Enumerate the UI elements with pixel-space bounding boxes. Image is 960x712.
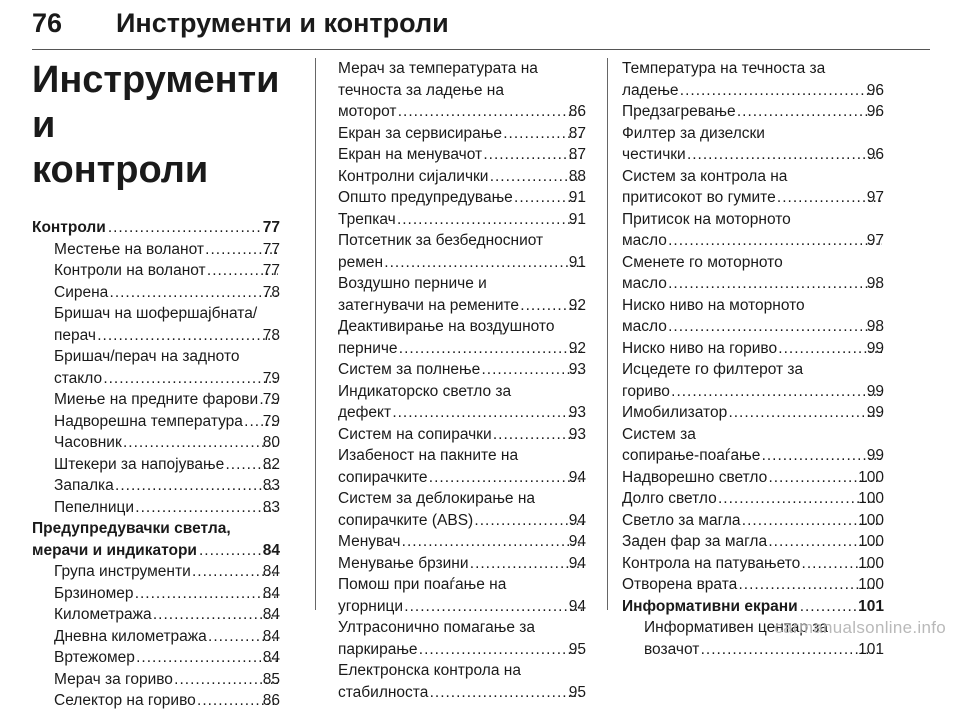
toc-page-number: 100 xyxy=(858,576,884,593)
toc-entry-text: Отворена врата xyxy=(622,576,738,593)
toc-entry[interactable] xyxy=(622,574,884,596)
running-title: Инструменти и контроли xyxy=(116,8,449,38)
toc-entry-text: Дневна километража xyxy=(54,627,207,645)
toc-entry-text: Ултрасонично помагање за xyxy=(338,619,535,636)
toc-entry[interactable] xyxy=(622,467,884,489)
toc-entry[interactable]: Екран на менувачот ..... 87 xyxy=(338,144,586,166)
toc-entry-text: сопирачките (ABS) xyxy=(338,511,474,529)
toc-entry-text: угорници xyxy=(338,597,404,615)
dot-leader xyxy=(398,101,584,123)
toc-entry[interactable] xyxy=(622,553,884,575)
toc-entry-text: дефект xyxy=(338,404,392,421)
toc-entry-text: Километража xyxy=(54,606,152,623)
toc-entry[interactable]: Систем за сопирање-поаѓање ..... 99 xyxy=(622,424,884,467)
dot-leader xyxy=(137,647,278,669)
toc-entry[interactable]: Ниско ниво на моторното масло ..... 98 xyxy=(622,295,884,338)
toc-entry-text: стабилноста xyxy=(338,683,429,701)
toc-page-number: 100 xyxy=(858,490,884,507)
dot-leader xyxy=(402,531,584,553)
toc-entry-text: мерачи и индикатори xyxy=(32,541,197,559)
toc-entry-text: Менувач xyxy=(338,533,401,550)
toc-entry[interactable]: Ултрасонично помагање за паркирање ..... 95 xyxy=(338,617,586,660)
toc-entry-text: Потсетник за безбедносниот xyxy=(338,232,544,249)
toc-entry[interactable]: Местење на воланот ..... 77 xyxy=(32,239,280,261)
toc-entry-text: Екран за сервисирање xyxy=(338,124,503,142)
dot-leader xyxy=(430,682,584,704)
dot-leader xyxy=(393,402,584,424)
toc-entry-text: Систем за полнење xyxy=(338,361,481,378)
toc-entry-text: Контроли xyxy=(32,219,106,236)
dot-leader xyxy=(669,316,882,338)
toc-entry[interactable] xyxy=(622,488,884,510)
dot-leader xyxy=(110,282,278,304)
toc-page-number: 100 xyxy=(858,468,884,486)
toc-entry-text: Надворешна температура xyxy=(54,412,243,430)
dot-leader xyxy=(104,368,278,390)
dot-leader xyxy=(471,553,584,575)
toc-entry[interactable]: Контролни сијалички ..... 88 xyxy=(338,166,586,188)
toc-entry-text: Вртежомер xyxy=(54,649,135,666)
toc-entry-text: Местење на воланот xyxy=(54,240,204,258)
toc-entry[interactable]: Бришач/перач на задното стакло ..... 79 xyxy=(32,346,280,389)
dot-leader xyxy=(800,596,856,618)
toc-entry[interactable]: Вртежомер ..... 84 xyxy=(32,647,280,669)
toc-entry-text: Ниско ниво на моторното xyxy=(622,296,805,314)
toc-entry[interactable]: Притисок на моторното масло ..... 97 xyxy=(622,209,884,252)
toc-entry[interactable]: Систем за деблокирање на сопирачките (ABS) ..... 94 xyxy=(338,488,586,531)
toc-entry-text: Притисок на моторното xyxy=(622,210,791,228)
toc-entry-text: Брзиномер xyxy=(54,584,134,602)
toc-entry-text: Температура на течноста за xyxy=(622,60,826,77)
toc-entry-text: моторот xyxy=(338,103,397,120)
toc-entry-text: течноста за ладење на xyxy=(338,81,504,99)
toc-entry[interactable]: Температура на течноста за ладење ..... 96 xyxy=(622,58,884,101)
toc-entry-text: Контроли на воланот xyxy=(54,262,206,279)
toc-entry[interactable]: Менување брзини ..... 94 xyxy=(338,553,586,575)
dot-leader xyxy=(124,432,278,454)
watermark: carmanualsonline.info xyxy=(774,618,946,637)
toc-entry-text: масло xyxy=(622,318,667,335)
toc-page-number: 100 xyxy=(858,533,884,550)
dot-leader xyxy=(681,80,882,102)
toc-entry[interactable]: Трепкач ..... 91 xyxy=(338,209,586,231)
toc-entry-text: сопирачките xyxy=(338,468,428,486)
toc-entry[interactable]: Сирена ..... 78 xyxy=(32,282,280,304)
dot-leader xyxy=(475,510,584,532)
toc-entry-text: Општо предупредување xyxy=(338,189,513,206)
toc-entry[interactable]: Километража ..... 84 xyxy=(32,604,280,626)
toc-entry-text: Ниско ниво на гориво xyxy=(622,339,778,357)
toc-entry[interactable]: Електронска контрола на стабилноста ..... 95 xyxy=(338,660,586,703)
toc-entry-text: Пепелници xyxy=(54,498,135,516)
toc-page-number: 84 xyxy=(262,541,280,559)
toc-entry-text: ладење xyxy=(622,81,679,99)
toc-page-number: 77 xyxy=(262,219,280,236)
column-divider xyxy=(607,58,608,610)
chapter-title-line: контроли xyxy=(32,149,209,191)
toc-entry[interactable]: Систем за полнење ..... 93 xyxy=(338,359,586,381)
dot-leader xyxy=(135,583,278,605)
toc-entry-text: Екран на менувачот xyxy=(338,146,483,163)
toc-entry-text: Систем за деблокирање на xyxy=(338,490,536,507)
toc-entry[interactable]: Екран за сервисирање ..... 87 xyxy=(338,123,586,145)
toc-entry-text: Систем за контрола на xyxy=(622,167,788,185)
dot-leader xyxy=(688,144,882,166)
toc-entry-text: перниче xyxy=(338,339,398,357)
toc-entry-text: перач xyxy=(54,326,96,344)
toc-entry[interactable]: Имобилизатор ..... 99 xyxy=(622,402,884,424)
toc-entry-text: Запалка xyxy=(54,477,114,494)
toc-entry[interactable]: Изабеност на пакните на сопирачките ..... 94 xyxy=(338,445,586,488)
toc-entry-text: гориво xyxy=(622,382,670,400)
toc-entry-text: Изабеност на пакните на xyxy=(338,447,519,464)
chapter-title xyxy=(32,58,280,193)
toc-entry-text: Сирена xyxy=(54,283,109,301)
toc-entry[interactable]: Мерач за температурата на течноста за ладење на моторот ..... 86 xyxy=(338,58,586,123)
toc-entry-text: Предзагревање xyxy=(622,103,736,120)
toc-entry-text: Миење на предните фарови xyxy=(54,391,259,408)
toc-entry[interactable]: Часовник ..... 80 xyxy=(32,432,280,454)
toc-entry-text: стакло xyxy=(54,369,103,387)
toc-entry-text: Воздушно перниче и xyxy=(338,275,487,292)
toc-entry[interactable]: Општо предупредување ..... 91 xyxy=(338,187,586,209)
dot-leader xyxy=(400,338,584,360)
toc-column-3 xyxy=(622,58,884,660)
toc-entry-text: Сменете го моторното xyxy=(622,253,783,271)
toc-entry-text: Електронска контрола на xyxy=(338,662,521,679)
toc-entry[interactable]: Дневна километража ..... 84 xyxy=(32,626,280,648)
toc-entry[interactable]: Систем за контрола на притисокот во гумите ..... 97 xyxy=(622,166,884,209)
toc-entry-text: возачот xyxy=(644,640,700,658)
dot-leader xyxy=(738,101,882,123)
toc-entry[interactable]: Селектор на гориво ..... 86 xyxy=(32,690,280,712)
toc-entry[interactable]: Ниско ниво на гориво ..... 99 xyxy=(622,338,884,360)
dot-leader xyxy=(198,690,278,712)
page-number: 76 xyxy=(32,8,63,38)
toc-entry-text: Мерач за температурата на xyxy=(338,60,538,77)
dot-leader xyxy=(672,381,882,403)
dot-leader xyxy=(108,217,261,239)
dot-leader xyxy=(199,540,261,562)
dot-leader xyxy=(719,488,878,510)
toc-entry-text: Помош при поаѓање на xyxy=(338,576,507,593)
column-divider xyxy=(315,58,316,610)
toc-entry[interactable]: Штекери за напојување ..... 82 xyxy=(32,454,280,476)
dot-leader xyxy=(729,402,882,424)
toc-entry-text: затегнувачи на ремените xyxy=(338,296,520,314)
chapter-title-line: Инструменти и xyxy=(32,59,280,146)
toc-entry-text: масло xyxy=(622,275,667,292)
toc-entry[interactable]: Индикаторско светло за дефект ..... 93 xyxy=(338,381,586,424)
toc-entry[interactable]: Предзагревање ..... 96 xyxy=(622,101,884,123)
toc-entry-text: Селектор на гориво xyxy=(54,692,196,709)
toc-entry[interactable]: Деактивирање на воздушното перниче ..... 92 xyxy=(338,316,586,359)
toc-entry[interactable] xyxy=(622,531,884,553)
toc-entry-text: Штекери за напојување xyxy=(54,455,225,473)
toc-entry[interactable]: Запалка ..... 83 xyxy=(32,475,280,497)
toc-entry[interactable] xyxy=(622,510,884,532)
toc-entry-text: Бришач на шофершајбната/ xyxy=(54,305,258,322)
toc-entry-text: Деактивирање на воздушното xyxy=(338,318,555,335)
dot-leader xyxy=(669,273,882,295)
toc-entry-text: Контролни сијалички xyxy=(338,167,489,185)
toc-entry[interactable]: Потсетник за безбедносниот ремен ..... 91 xyxy=(338,230,586,273)
toc-entry-text: Група инструменти xyxy=(54,563,191,580)
toc-entry-text: притисокот во гумите xyxy=(622,189,776,206)
dot-leader xyxy=(154,604,278,626)
toc-entry-text: Филтер за дизелски xyxy=(622,124,765,142)
toc-page-number: 100 xyxy=(858,554,884,572)
toc-entry-text: Надворешно светло xyxy=(622,468,768,486)
page-header xyxy=(32,2,930,48)
toc-entry[interactable]: Група инструменти ..... 84 xyxy=(32,561,280,583)
dot-leader xyxy=(136,497,278,519)
toc-entry[interactable]: Пепелници ..... 83 xyxy=(32,497,280,519)
toc-entry-text: Имобилизатор xyxy=(622,404,728,421)
toc-column-1 xyxy=(32,58,280,712)
toc-section-heading[interactable] xyxy=(622,596,884,618)
dot-leader xyxy=(405,596,584,618)
toc-page-number: 100 xyxy=(858,511,884,529)
toc-entry-text: Мерач за гориво xyxy=(54,670,173,688)
toc-entry-text: Заден фар за магла xyxy=(622,533,768,550)
header-rule xyxy=(32,49,930,50)
toc-entry-text: Бришач/перач на задното xyxy=(54,348,240,365)
toc-entry-text: Трепкач xyxy=(338,210,396,228)
toc-entry-text: Менување брзини xyxy=(338,554,469,572)
toc-entry-text: Систем на сопирачки xyxy=(338,425,492,443)
toc-page-number: 101 xyxy=(858,597,884,615)
toc-entry-text: Контрола на патувањето xyxy=(622,554,801,572)
toc-entry[interactable]: Систем на сопирачки ..... 93 xyxy=(338,424,586,446)
toc-page-number: 101 xyxy=(858,640,884,658)
toc-entry-text: Информативни екрани xyxy=(622,597,798,615)
toc-entry-text: ремен xyxy=(338,253,384,271)
dot-leader xyxy=(385,252,584,274)
toc-entry-text: Исцедете го филтерот за xyxy=(622,361,804,378)
toc-entry[interactable]: Филтер за дизелски честички ..... 96 xyxy=(622,123,884,166)
toc-entry-text: Часовник xyxy=(54,434,122,451)
toc-entry[interactable]: Менувач ..... 94 xyxy=(338,531,586,553)
toc-entry[interactable]: Воздушно перниче и затегнувачи на ремените ..... 92 xyxy=(338,273,586,316)
toc-entry-text: масло xyxy=(622,232,667,249)
dot-leader xyxy=(398,209,584,231)
toc-entry-text: честички xyxy=(622,146,686,163)
toc-entry-text: Долго светло xyxy=(622,490,717,507)
dot-leader xyxy=(430,467,584,489)
toc-entry-text: Светло за магла xyxy=(622,511,741,529)
toc-entry[interactable]: Контроли на воланот ..... 77 xyxy=(32,260,280,282)
toc-entry[interactable]: Надворешна температура ..... 79 xyxy=(32,411,280,433)
toc-entry-text: Предупредувачки светла, xyxy=(32,520,231,537)
toc-entry[interactable]: Бришач на шофершајбната/ перач ..... 78 xyxy=(32,303,280,346)
toc-column-2 xyxy=(338,58,586,703)
toc-entry[interactable]: Исцедете го филтерот за гориво ..... 99 xyxy=(622,359,884,402)
dot-leader xyxy=(762,445,882,467)
dot-leader xyxy=(116,475,278,497)
toc-entry-text: сопирање-поаѓање xyxy=(622,447,761,464)
dot-leader xyxy=(98,325,278,347)
toc-section-heading[interactable] xyxy=(32,518,280,561)
toc-entry-text: паркирање xyxy=(338,640,418,658)
toc-entry-text: Информативен центар за xyxy=(644,619,829,636)
toc-section-heading[interactable] xyxy=(32,217,280,239)
dot-leader xyxy=(669,230,882,252)
toc-entry[interactable]: Помош при поаѓање на угорници ..... 94 xyxy=(338,574,586,617)
toc-entry-text: Индикаторско светло за xyxy=(338,382,512,400)
toc-entry[interactable]: Брзиномер ..... 84 xyxy=(32,583,280,605)
toc-entry[interactable]: Мерач за гориво ..... 85 xyxy=(32,669,280,691)
toc-entry[interactable]: Сменете го моторното масло ..... 98 xyxy=(622,252,884,295)
toc-entry[interactable]: Миење на предните фарови ..... 79 xyxy=(32,389,280,411)
toc-entry-text: Систем за xyxy=(622,425,696,443)
